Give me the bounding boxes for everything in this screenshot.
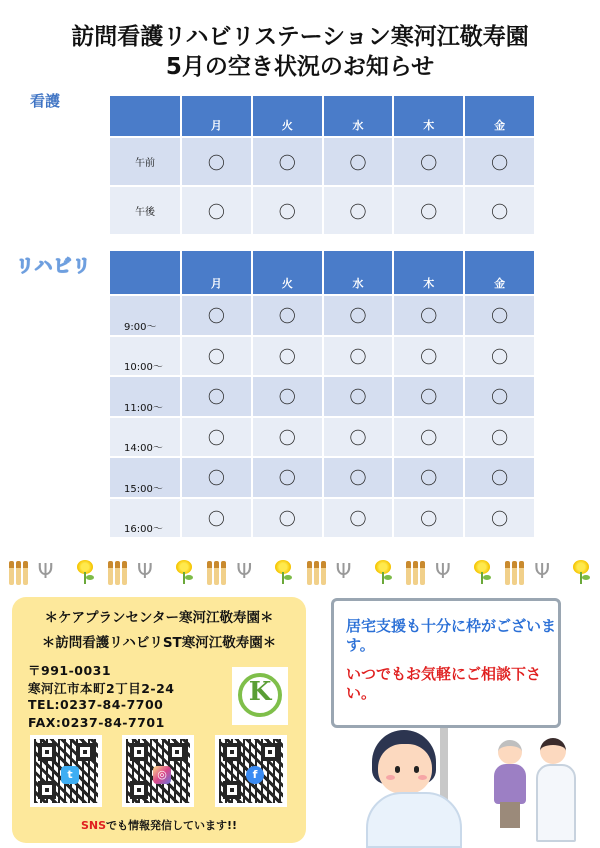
qr-finder bbox=[38, 781, 56, 799]
day-header: 木 bbox=[393, 250, 464, 295]
stick bbox=[307, 561, 312, 585]
sns-notice-rest: でも情報発信しています!! bbox=[106, 819, 238, 832]
flower-icon bbox=[73, 558, 97, 584]
incense-stick-icon bbox=[7, 557, 29, 585]
address: 寒河江市本町2丁目2-24 bbox=[28, 681, 175, 696]
stick bbox=[9, 561, 14, 585]
qr-finder bbox=[76, 743, 94, 761]
availability-mark: 〇 bbox=[393, 417, 464, 458]
butterfly-icon: Ψ bbox=[236, 559, 253, 583]
care-support-message: 居宅支援も十分に枠がございます。 bbox=[346, 617, 557, 654]
contact-panel bbox=[12, 597, 306, 843]
qr-pattern bbox=[126, 739, 190, 803]
qr-pattern bbox=[34, 739, 98, 803]
flower-icon bbox=[172, 558, 196, 584]
day-header: 木 bbox=[393, 95, 464, 137]
table-row bbox=[109, 186, 535, 235]
stick bbox=[406, 561, 411, 585]
time-label: 14:00～ bbox=[109, 417, 181, 458]
nurse-face bbox=[378, 744, 432, 794]
table-row bbox=[109, 295, 535, 336]
kango-section-label: 看護 bbox=[30, 92, 61, 110]
qr-finder bbox=[168, 743, 186, 761]
page-title-line1: 訪問看護リハビリステーション寒河江敬寿園 bbox=[71, 24, 529, 50]
qr-finder bbox=[261, 743, 279, 761]
page-title-line2: 5月の空き状況のお知らせ bbox=[165, 54, 435, 80]
reha-corner-cell bbox=[109, 250, 181, 295]
stick bbox=[115, 561, 120, 585]
availability-mark: 〇 bbox=[252, 498, 323, 539]
qr-finder bbox=[223, 781, 241, 799]
availability-mark: 〇 bbox=[252, 417, 323, 458]
availability-mark: 〇 bbox=[393, 498, 464, 539]
availability-mark: 〇 bbox=[464, 417, 535, 458]
availability-mark: 〇 bbox=[464, 336, 535, 377]
time-label: 10:00～ bbox=[109, 336, 181, 377]
table-row bbox=[109, 336, 535, 377]
availability-mark: 〇 bbox=[323, 137, 394, 186]
availability-mark: 〇 bbox=[252, 457, 323, 498]
availability-mark: 〇 bbox=[323, 498, 394, 539]
stick bbox=[519, 561, 524, 585]
availability-mark: 〇 bbox=[252, 186, 323, 235]
reha-schedule-table bbox=[108, 249, 536, 539]
phone-number: TEL:0237-84-7700 bbox=[28, 697, 164, 712]
butterfly-icon: Ψ bbox=[534, 559, 551, 583]
nurse-blush bbox=[418, 775, 427, 780]
nurse-blush bbox=[386, 775, 395, 780]
flower-icon bbox=[569, 558, 593, 584]
availability-mark: 〇 bbox=[393, 137, 464, 186]
nurse-illustration bbox=[362, 730, 472, 848]
flower-leaf bbox=[185, 575, 193, 580]
availability-mark: 〇 bbox=[464, 137, 535, 186]
day-header: 月 bbox=[181, 250, 252, 295]
availability-mark: 〇 bbox=[323, 457, 394, 498]
caregiver-head bbox=[540, 738, 566, 764]
availability-mark: 〇 bbox=[181, 295, 252, 336]
stick bbox=[321, 561, 326, 585]
availability-mark: 〇 bbox=[181, 457, 252, 498]
time-label: 15:00～ bbox=[109, 457, 181, 498]
day-header: 火 bbox=[252, 95, 323, 137]
flower-leaf bbox=[582, 575, 590, 580]
day-header: 火 bbox=[252, 250, 323, 295]
sns-notice bbox=[12, 817, 306, 833]
day-header: 水 bbox=[323, 250, 394, 295]
facebook-qr-code[interactable] bbox=[215, 735, 287, 807]
availability-mark: 〇 bbox=[393, 336, 464, 377]
sns-word: SNS bbox=[80, 819, 106, 832]
stick bbox=[214, 561, 219, 585]
table-row bbox=[109, 457, 535, 498]
stick bbox=[505, 561, 510, 585]
reha-section-label: リハビリ bbox=[16, 256, 92, 277]
instagram-icon: ◎ bbox=[153, 766, 171, 784]
availability-mark: 〇 bbox=[323, 186, 394, 235]
butterfly-icon: Ψ bbox=[37, 559, 54, 583]
availability-mark: 〇 bbox=[252, 295, 323, 336]
stick bbox=[23, 561, 28, 585]
availability-mark: 〇 bbox=[393, 457, 464, 498]
consultation-message: いつでもお気軽にご相談下さい。 bbox=[346, 665, 542, 702]
incense-stick-icon bbox=[305, 557, 327, 585]
kango-header-row bbox=[109, 95, 535, 137]
time-label: 9:00～ bbox=[109, 295, 181, 336]
butterfly-icon: Ψ bbox=[434, 559, 451, 583]
availability-mark: 〇 bbox=[323, 376, 394, 417]
availability-mark: 〇 bbox=[181, 336, 252, 377]
postal-code: 〒991-0031 bbox=[28, 663, 112, 678]
qr-pattern bbox=[219, 739, 283, 803]
care-plan-center-heading: ＊ケアプランセンター寒河江敬寿園＊ bbox=[44, 610, 274, 626]
time-label: 午前 bbox=[109, 137, 181, 186]
table-row bbox=[109, 417, 535, 458]
elder-head bbox=[498, 740, 522, 764]
nurse-uniform bbox=[366, 792, 462, 848]
nurse-eye bbox=[395, 766, 400, 773]
stick bbox=[420, 561, 425, 585]
flower-icon bbox=[470, 558, 494, 584]
stick bbox=[413, 561, 418, 585]
availability-mark: 〇 bbox=[181, 376, 252, 417]
incense-stick-icon bbox=[503, 557, 525, 585]
stick bbox=[314, 561, 319, 585]
caregiver-uniform bbox=[536, 764, 576, 842]
butterfly-icon: Ψ bbox=[136, 559, 153, 583]
availability-mark: 〇 bbox=[464, 295, 535, 336]
flower-icon bbox=[371, 558, 395, 584]
twitter-qr-code[interactable] bbox=[30, 735, 102, 807]
qr-finder bbox=[223, 743, 241, 761]
elderly-person-illustration bbox=[490, 740, 530, 830]
table-row bbox=[109, 137, 535, 186]
incense-stick-icon bbox=[205, 557, 227, 585]
time-label: 11:00～ bbox=[109, 376, 181, 417]
instagram-qr-code[interactable] bbox=[122, 735, 194, 807]
availability-mark: 〇 bbox=[252, 137, 323, 186]
elder-torso bbox=[494, 764, 526, 804]
availability-mark: 〇 bbox=[393, 186, 464, 235]
qr-finder bbox=[130, 781, 148, 799]
qr-finder bbox=[130, 743, 148, 761]
flower-leaf bbox=[284, 575, 292, 580]
day-header: 水 bbox=[323, 95, 394, 137]
stick bbox=[108, 561, 113, 585]
butterfly-icon: Ψ bbox=[335, 559, 352, 583]
keijuen-logo bbox=[232, 667, 288, 725]
stick bbox=[512, 561, 517, 585]
rehab-station-heading: ＊訪問看護リハビリST寒河江敬寿園＊ bbox=[41, 635, 277, 651]
time-label: 16:00～ bbox=[109, 498, 181, 539]
kango-corner-cell bbox=[109, 95, 181, 137]
incense-stick-icon bbox=[404, 557, 426, 585]
stick bbox=[221, 561, 226, 585]
reha-header-row bbox=[109, 250, 535, 295]
stick bbox=[16, 561, 21, 585]
flower-leaf bbox=[483, 575, 491, 580]
availability-mark: 〇 bbox=[323, 295, 394, 336]
table-row bbox=[109, 376, 535, 417]
availability-mark: 〇 bbox=[181, 498, 252, 539]
stick bbox=[122, 561, 127, 585]
time-label: 午後 bbox=[109, 186, 181, 235]
incense-stick-icon bbox=[106, 557, 128, 585]
availability-mark: 〇 bbox=[464, 376, 535, 417]
decorative-border bbox=[0, 554, 600, 588]
availability-mark: 〇 bbox=[464, 498, 535, 539]
message-sign-board bbox=[331, 598, 561, 728]
table-row bbox=[109, 498, 535, 539]
availability-mark: 〇 bbox=[393, 376, 464, 417]
availability-mark: 〇 bbox=[181, 186, 252, 235]
availability-mark: 〇 bbox=[393, 295, 464, 336]
flower-icon bbox=[271, 558, 295, 584]
twitter-icon: t bbox=[61, 766, 79, 784]
stick bbox=[207, 561, 212, 585]
day-header: 金 bbox=[464, 95, 535, 137]
availability-mark: 〇 bbox=[464, 186, 535, 235]
flower-leaf bbox=[86, 575, 94, 580]
facebook-icon: f bbox=[246, 766, 264, 784]
fax-number: FAX:0237-84-7701 bbox=[28, 715, 165, 730]
availability-mark: 〇 bbox=[181, 417, 252, 458]
day-header: 金 bbox=[464, 250, 535, 295]
kango-schedule-table bbox=[108, 94, 536, 236]
logo-letter: K bbox=[248, 677, 272, 707]
availability-mark: 〇 bbox=[323, 417, 394, 458]
availability-mark: 〇 bbox=[464, 457, 535, 498]
caregiver-illustration bbox=[534, 738, 580, 842]
availability-mark: 〇 bbox=[252, 336, 323, 377]
flower-leaf bbox=[384, 575, 392, 580]
elder-legs bbox=[500, 802, 520, 828]
availability-mark: 〇 bbox=[181, 137, 252, 186]
availability-mark: 〇 bbox=[323, 336, 394, 377]
nurse-eye bbox=[414, 766, 419, 773]
day-header: 月 bbox=[181, 95, 252, 137]
availability-mark: 〇 bbox=[252, 376, 323, 417]
qr-finder bbox=[38, 743, 56, 761]
